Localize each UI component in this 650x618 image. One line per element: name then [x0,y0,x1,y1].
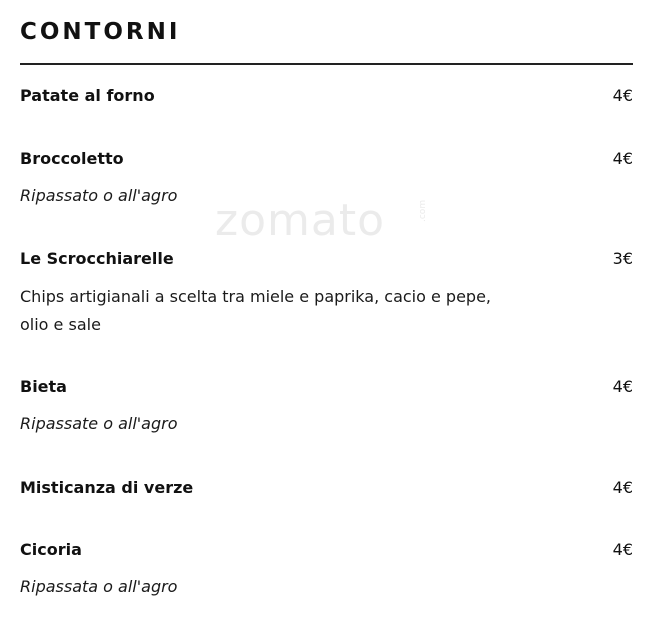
section-title: CONTORNI [20,19,181,45]
menu-item-description: Chips artigianali a scelta tra miele e paprika, cacio e pepe, olio e sale [20,287,491,334]
menu-item-name: Le Scrocchiarelle [20,249,174,268]
title-divider [20,63,633,65]
watermark-logo: zomato [215,195,386,246]
menu-item-description: Ripassate o all'agro [20,414,178,433]
menu-item-name: Broccoletto [20,149,124,168]
menu-item-price: 3€ [612,249,633,268]
menu-item-name: Misticanza di verze [20,478,194,497]
menu-item-description: Ripassata o all'agro [20,577,178,596]
menu-item-price: 4€ [612,540,633,559]
menu-item-price: 4€ [612,377,633,396]
menu-item-price: 4€ [612,86,633,105]
menu-item-price: 4€ [612,149,633,168]
menu-item-description: Ripassato o all'agro [20,186,178,205]
watermark-suffix: .com [418,199,428,222]
menu-item-name: Patate al forno [20,86,155,105]
menu-item-name: Cicoria [20,540,82,559]
menu-item-price: 4€ [612,478,633,497]
menu-item-name: Bieta [20,377,67,396]
